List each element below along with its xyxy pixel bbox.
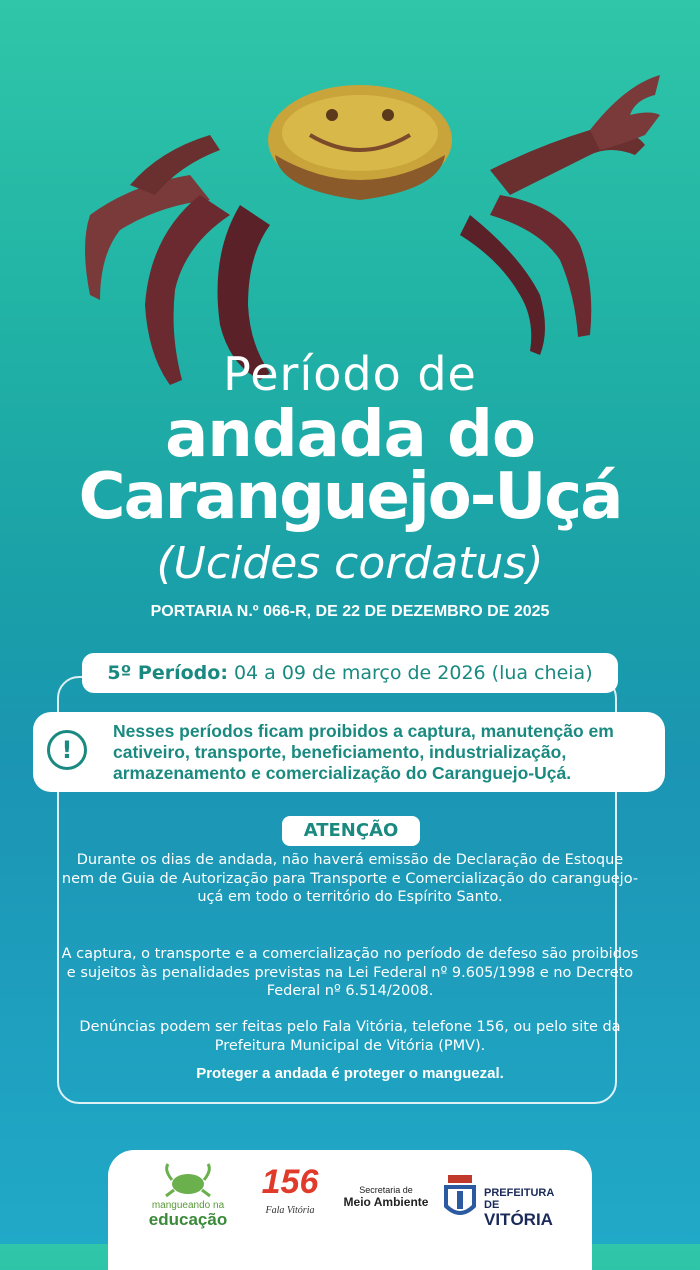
prefeitura-small-text: PREFEITURA DE <box>484 1187 554 1211</box>
mangueando-small-text: mangueando na <box>151 1200 225 1211</box>
fala-vitoria-text: Fala Vitória <box>265 1205 315 1216</box>
156-number: 156 <box>261 1163 319 1201</box>
title-line-3: Caranguejo-Uçá <box>78 460 622 534</box>
secretaria-logo <box>340 1185 432 1225</box>
atencao-badge: ATENÇÃO <box>282 816 420 846</box>
periodo-pill <box>82 653 618 693</box>
crab-logo-icon <box>142 1160 234 1200</box>
warning-box <box>33 712 665 792</box>
title-line-2: andada do <box>165 398 535 472</box>
secretaria-small-text: Secretaria de <box>359 1185 413 1195</box>
portaria-text: PORTARIA N.º 066-R, DE 22 DE DEZEMBRO DE 2025 <box>150 603 550 620</box>
atencao-paragraph-2: A captura, o transporte e a comercialização no período de defeso são proibidos e sujeitos às penalidades previstas na Lei Federal nº 9.605/1998 e no Decreto Federal nº 6.514/2008. <box>61 946 639 999</box>
fala-vitoria-156-logo <box>250 1163 330 1223</box>
title-line-1: Período de <box>223 347 477 401</box>
warning-text: Nesses períodos ficam proibidos a captura, manutenção em cativeiro, transporte, beneficiamento, industrialização, armazenamento e comercialização do Caranguejo-Uçá. <box>113 721 614 783</box>
secretaria-big-text: Meio Ambiente <box>343 1195 429 1209</box>
mangueando-big-text: educação <box>148 1210 228 1229</box>
prefeitura-logo <box>440 1173 570 1227</box>
prefeitura-big-text: VITÓRIA <box>484 1210 553 1229</box>
atencao-paragraph-3: Denúncias podem ser feitas pelo Fala Vitória, telefone 156, ou pelo site da Prefeitura Municipal de Vitória (PMV). <box>79 1019 621 1054</box>
atencao-paragraph-1: Durante os dias de andada, não haverá emissão de Declaração de Estoque nem de Guia de Autorização para Transporte e Comercialização do caranguejo-uçá em todo o território do Espírito Santo. <box>61 852 639 905</box>
crab-illustration <box>70 55 660 385</box>
scientific-name: (Ucides cordatus) <box>156 538 544 589</box>
coat-of-arms-icon <box>440 1173 480 1225</box>
periodo-label: 5º Período: <box>107 662 228 684</box>
exclamation-circle-icon: ! <box>47 730 87 770</box>
slogan: Proteger a andada é proteger o manguezal. <box>196 1065 504 1082</box>
periodo-value: 04 a 09 de março de 2026 (lua cheia) <box>233 662 593 684</box>
mangueando-logo <box>142 1160 234 1230</box>
